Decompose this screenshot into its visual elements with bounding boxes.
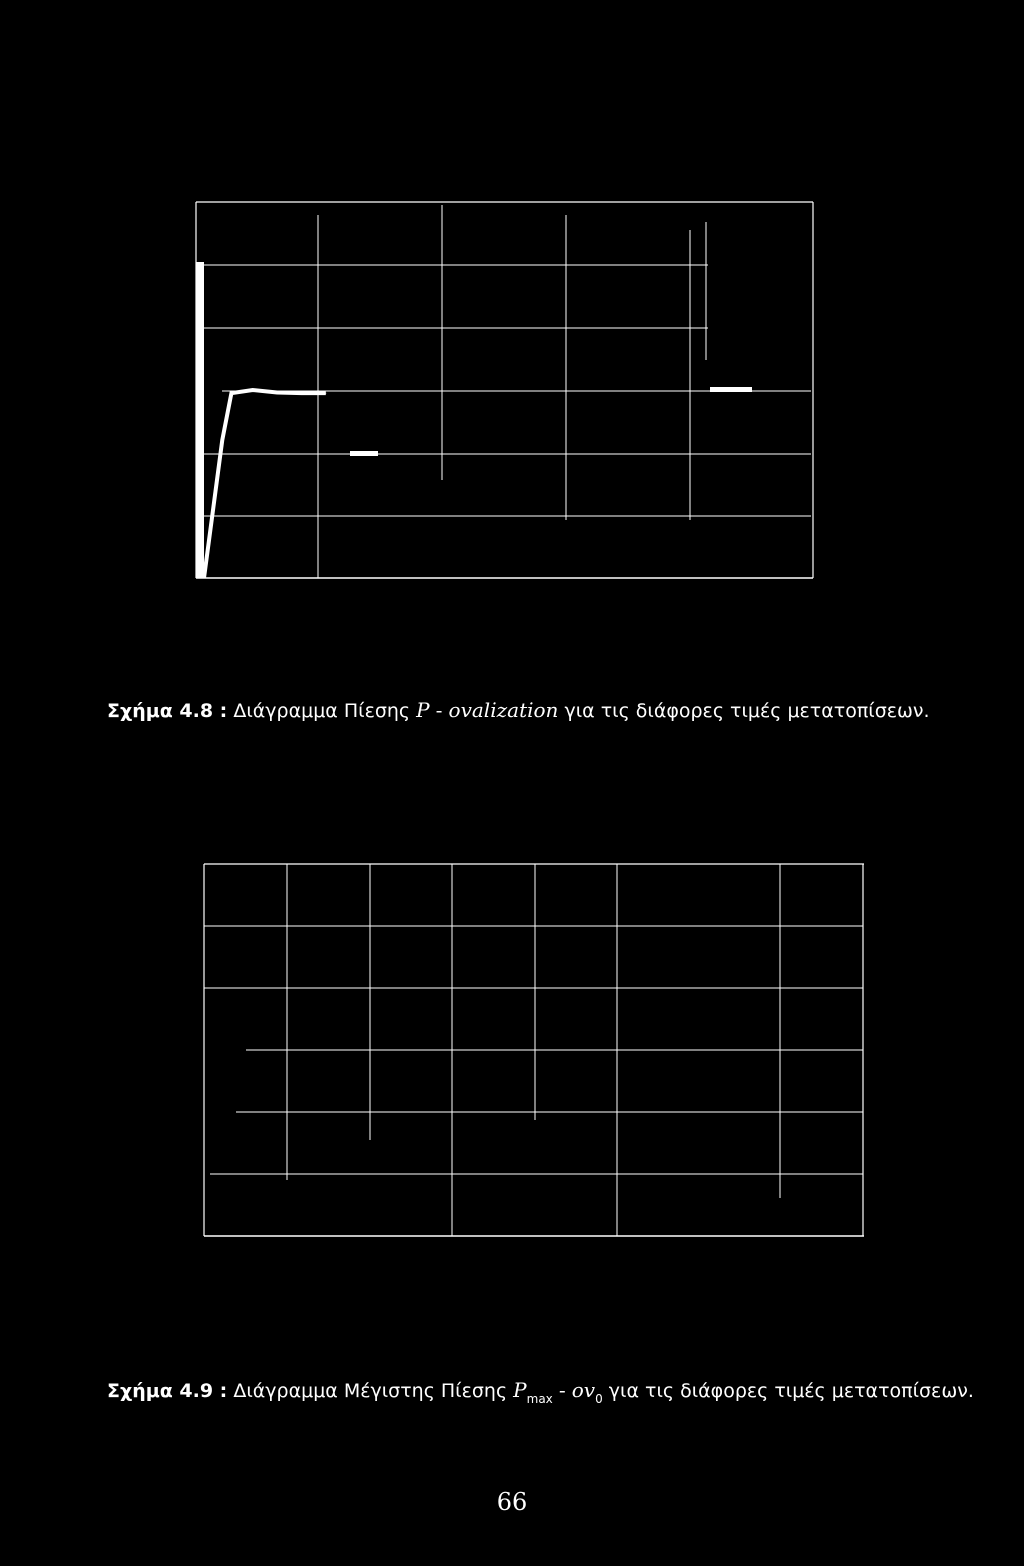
- series-point: [231, 393, 232, 394]
- caption-math-p: P: [416, 698, 430, 722]
- caption-dash: -: [558, 1380, 566, 1402]
- chart-fig-4-9: [204, 864, 864, 1236]
- caption-math-p-sub: max: [526, 1392, 553, 1406]
- series-dash: [710, 387, 752, 392]
- caption-rest: για τις διάφορες τιμές μετατοπίσεων.: [564, 700, 930, 722]
- plot-axis-left: [196, 262, 204, 578]
- series-point: [222, 440, 223, 441]
- caption-math-ov-sub: 0: [595, 1392, 603, 1406]
- figure-caption-4-9: [107, 1378, 974, 1406]
- caption-math-ov-word: ov: [571, 1378, 596, 1402]
- chart-fig-4-8: [196, 202, 813, 579]
- caption-text: Διάγραμμα Πίεσης: [233, 700, 411, 722]
- caption-math-ov: [571, 1378, 603, 1406]
- series-line-curve: [204, 390, 326, 578]
- caption-rest: για τις διάφορες τιμές μετατοπίσεων.: [608, 1380, 974, 1402]
- page-number: 66: [496, 1488, 528, 1516]
- series-point: [204, 578, 205, 579]
- series-point: [277, 392, 278, 393]
- series-point: [325, 393, 326, 394]
- caption-label: Σχήμα 4.8 :: [107, 700, 228, 722]
- caption-text: Διάγραμμα Μέγιστης Πίεσης: [233, 1380, 508, 1402]
- caption-math-word: ovalization: [448, 698, 559, 722]
- series-dash: [350, 451, 378, 456]
- figure-caption-4-8: [107, 698, 930, 722]
- caption-label: Σχήμα 4.9 :: [107, 1380, 228, 1402]
- caption-math-p: [513, 1378, 553, 1406]
- series-point: [301, 393, 302, 394]
- caption-math-p-letter: P: [513, 1378, 527, 1402]
- caption-dash: -: [435, 700, 443, 722]
- series-point: [252, 390, 253, 391]
